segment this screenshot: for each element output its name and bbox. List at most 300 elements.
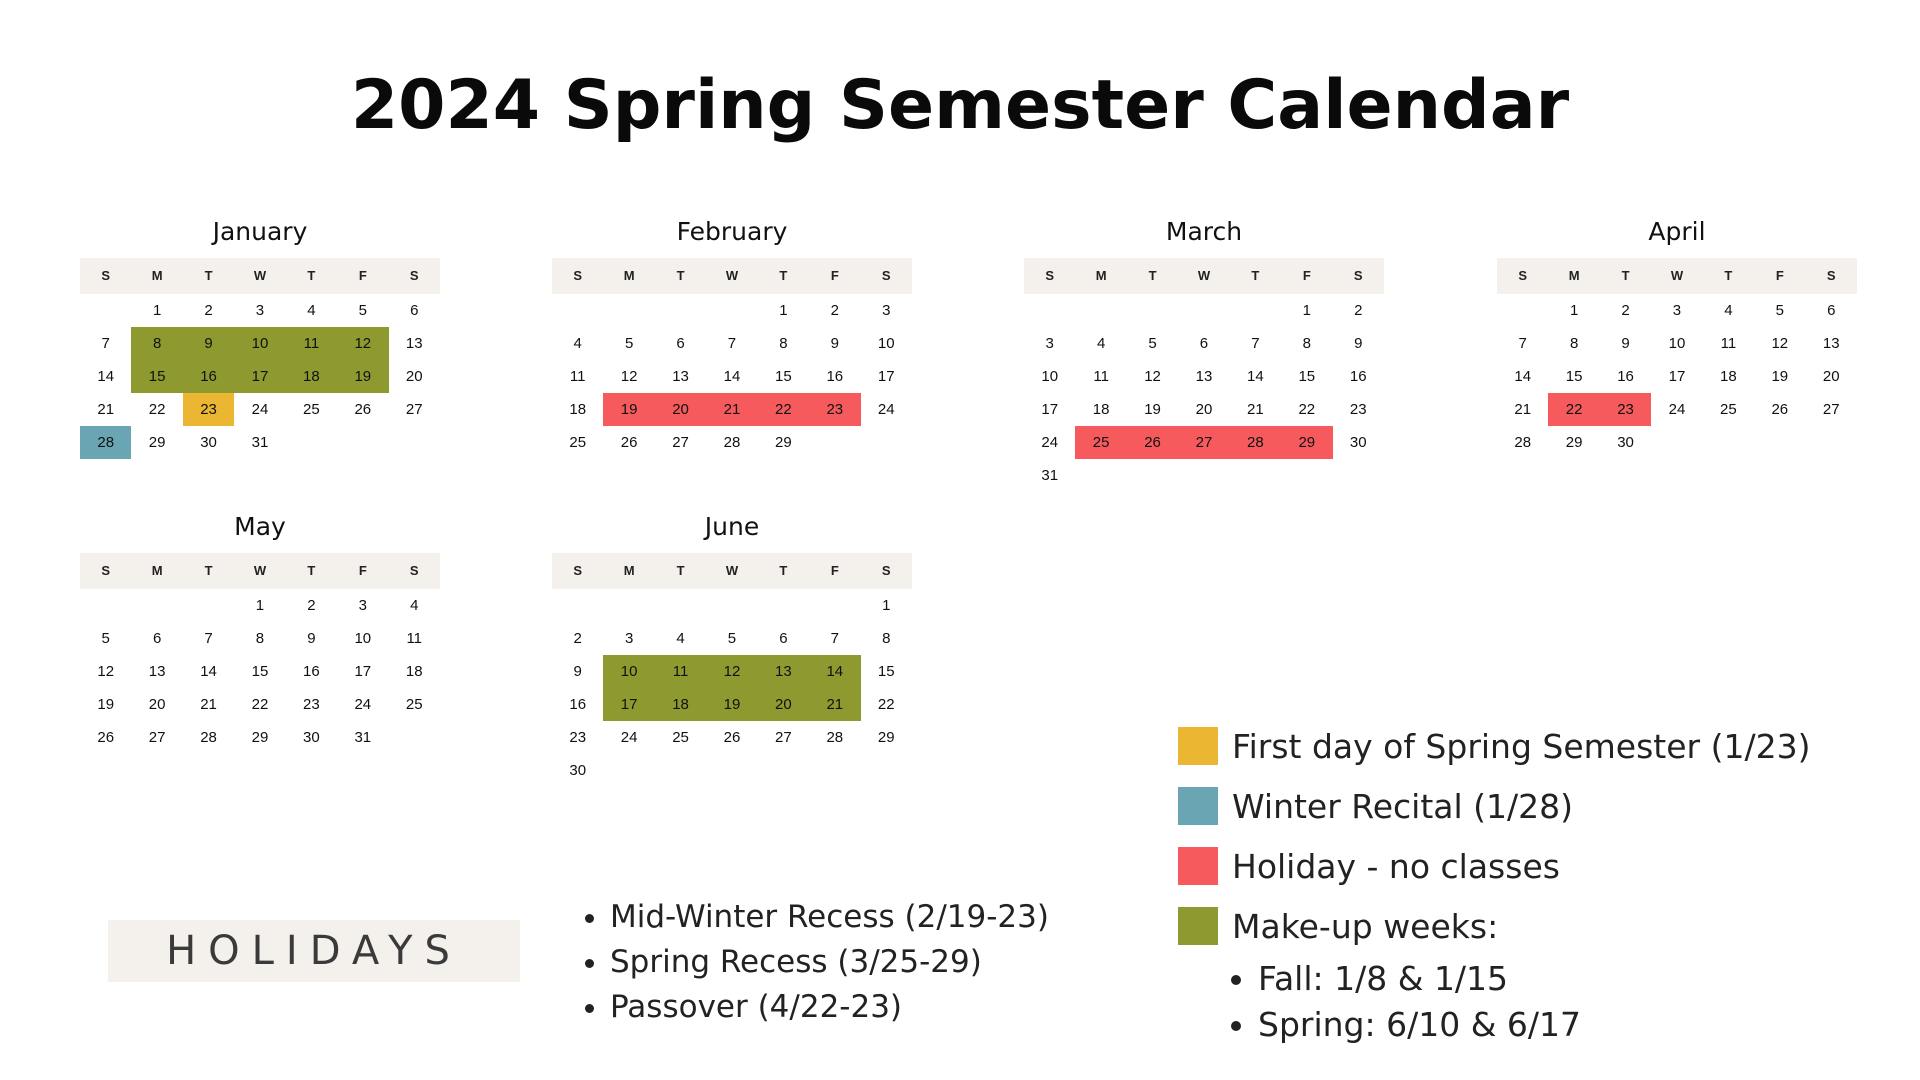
day-cell: 3 bbox=[358, 597, 367, 614]
day-cell: 9 bbox=[1354, 335, 1363, 352]
weekday-header: T bbox=[204, 268, 213, 283]
weekday-header: T bbox=[1621, 268, 1630, 283]
day-cell: 15 bbox=[251, 663, 269, 680]
day-cell: 15 bbox=[131, 360, 182, 393]
day-cell: 15 bbox=[1565, 368, 1583, 385]
day-cell: 29 bbox=[775, 434, 792, 451]
day-cell: 18 bbox=[405, 663, 423, 680]
weekday-header: T bbox=[676, 563, 685, 578]
day-cell: 21 bbox=[809, 688, 860, 721]
day-cell: 28 bbox=[723, 434, 741, 451]
day-cell: 26 bbox=[1127, 426, 1178, 459]
weekday-header: F bbox=[358, 563, 367, 578]
day-cell: 15 bbox=[877, 663, 895, 680]
day-cell: 13 bbox=[1822, 335, 1840, 352]
day-cell: 9 bbox=[1621, 335, 1630, 352]
day-cell: 17 bbox=[1668, 368, 1686, 385]
day-cell: 5 bbox=[624, 335, 634, 352]
day-cell: 24 bbox=[251, 401, 269, 418]
empty-cell bbox=[861, 426, 912, 459]
day-cell: 27 bbox=[775, 729, 792, 746]
day-cell: 29 bbox=[148, 434, 166, 451]
day-cell: 6 bbox=[410, 302, 419, 319]
empty-cell bbox=[552, 294, 603, 327]
day-cell: 25 bbox=[1720, 401, 1737, 418]
week-row bbox=[1497, 327, 1857, 360]
weekday-header: S bbox=[881, 268, 891, 283]
day-cell: 25 bbox=[569, 434, 587, 451]
day-cell: 11 bbox=[1093, 368, 1109, 385]
day-cell: 5 bbox=[1148, 335, 1157, 352]
empty-cell bbox=[1230, 294, 1281, 327]
day-cell: 12 bbox=[706, 655, 757, 688]
day-cell: 1 bbox=[779, 302, 788, 319]
week-row bbox=[80, 589, 440, 622]
legend-item-holiday bbox=[1178, 836, 1810, 896]
week-row bbox=[1024, 393, 1384, 426]
day-cell: 31 bbox=[251, 434, 269, 451]
day-cell: 9 bbox=[573, 663, 582, 680]
weekday-header: F bbox=[830, 268, 839, 283]
day-cell: 14 bbox=[1247, 368, 1264, 385]
empty-cell bbox=[80, 294, 131, 327]
empty-cell bbox=[337, 426, 388, 459]
day-cell: 5 bbox=[1775, 302, 1784, 319]
day-cell: 29 bbox=[1281, 426, 1332, 459]
empty-cell bbox=[131, 589, 182, 622]
weekday-header: M bbox=[151, 563, 163, 578]
day-cell: 7 bbox=[727, 335, 737, 352]
week-row bbox=[1024, 327, 1384, 360]
day-cell: 10 bbox=[603, 655, 654, 688]
weekday-header: W bbox=[1197, 268, 1211, 283]
empty-cell bbox=[758, 589, 809, 622]
holidays-heading: HOLIDAYS bbox=[108, 920, 520, 982]
weekday-header: M bbox=[1568, 268, 1580, 283]
day-cell: 25 bbox=[672, 729, 689, 746]
day-cell: 25 bbox=[405, 696, 423, 713]
makeup-swatch bbox=[1178, 907, 1218, 945]
empty-cell bbox=[389, 426, 440, 459]
day-cell: 24 bbox=[620, 729, 638, 746]
weekday-header-row bbox=[80, 258, 440, 294]
empty-cell bbox=[1075, 459, 1126, 492]
weekday-header: F bbox=[830, 563, 839, 578]
day-cell: 28 bbox=[1230, 426, 1281, 459]
month-may bbox=[80, 509, 440, 754]
legend-item-makeup bbox=[1178, 896, 1810, 956]
day-cell: 10 bbox=[1041, 368, 1059, 385]
month-name: June bbox=[704, 512, 760, 541]
empty-cell bbox=[706, 294, 757, 327]
day-cell: 24 bbox=[354, 696, 372, 713]
day-cell: 17 bbox=[354, 663, 372, 680]
empty-cell bbox=[1127, 459, 1178, 492]
weekday-header: T bbox=[1148, 268, 1157, 283]
day-cell: 26 bbox=[723, 729, 741, 746]
empty-cell bbox=[603, 294, 654, 327]
empty-cell bbox=[389, 721, 440, 754]
day-cell: 14 bbox=[97, 368, 115, 385]
weekday-header: S bbox=[573, 268, 583, 283]
day-cell: 23 bbox=[303, 696, 320, 713]
week-row bbox=[80, 393, 440, 426]
weekday-header: S bbox=[1045, 268, 1055, 283]
day-cell: 21 bbox=[1514, 401, 1532, 418]
day-cell: 4 bbox=[1724, 302, 1733, 319]
day-cell: 1 bbox=[882, 597, 891, 614]
day-cell: 20 bbox=[148, 696, 166, 713]
week-row bbox=[552, 393, 912, 426]
day-cell: 8 bbox=[131, 327, 182, 360]
day-cell: 7 bbox=[204, 630, 213, 647]
weekday-header-row bbox=[80, 553, 440, 589]
day-cell: 20 bbox=[1822, 368, 1840, 385]
month-name: April bbox=[1648, 217, 1706, 246]
day-cell: 23 bbox=[183, 393, 234, 426]
day-cell: 30 bbox=[1349, 434, 1367, 451]
day-cell: 18 bbox=[655, 688, 706, 721]
day-cell: 8 bbox=[779, 335, 788, 352]
empty-cell bbox=[1127, 294, 1178, 327]
day-cell: 14 bbox=[1514, 368, 1532, 385]
holiday-list bbox=[588, 895, 1049, 1030]
day-cell: 18 bbox=[1092, 401, 1110, 418]
day-cell: 26 bbox=[354, 401, 372, 418]
week-row bbox=[80, 655, 440, 688]
day-cell: 12 bbox=[1144, 368, 1161, 385]
empty-cell bbox=[655, 294, 706, 327]
day-cell: 21 bbox=[200, 696, 217, 713]
day-cell: 18 bbox=[569, 401, 587, 418]
legend-label: Winter Recital (1/28) bbox=[1232, 786, 1574, 826]
day-cell: 13 bbox=[405, 335, 423, 352]
day-cell: 4 bbox=[1096, 335, 1106, 352]
makeup-week-list bbox=[1178, 956, 1810, 1048]
week-row bbox=[552, 589, 912, 622]
day-cell: 2 bbox=[1354, 302, 1363, 319]
empty-cell bbox=[1281, 459, 1332, 492]
page-title: 2024 Spring Semester Calendar bbox=[350, 66, 1570, 145]
day-cell: 20 bbox=[758, 688, 809, 721]
weekday-header: M bbox=[623, 563, 635, 578]
day-cell: 6 bbox=[676, 335, 685, 352]
day-cell: 4 bbox=[573, 335, 582, 352]
day-cell: 4 bbox=[410, 597, 419, 614]
legend-item-first-day bbox=[1178, 716, 1810, 776]
weekday-header: F bbox=[1302, 268, 1311, 283]
day-cell: 12 bbox=[97, 663, 115, 680]
day-cell: 14 bbox=[723, 368, 741, 385]
weekday-header: M bbox=[1095, 268, 1107, 283]
day-cell: 21 bbox=[97, 401, 115, 418]
weekday-header: S bbox=[573, 563, 583, 578]
day-cell: 27 bbox=[672, 434, 689, 451]
day-cell: 10 bbox=[1668, 335, 1686, 352]
day-cell: 17 bbox=[877, 368, 895, 385]
day-cell: 17 bbox=[603, 688, 654, 721]
day-cell: 27 bbox=[405, 401, 423, 418]
weekday-header: S bbox=[1518, 268, 1528, 283]
day-cell: 15 bbox=[775, 368, 792, 385]
day-cell: 19 bbox=[97, 696, 115, 713]
day-cell: 9 bbox=[830, 335, 839, 352]
weekday-header: W bbox=[725, 563, 739, 578]
weekday-header: S bbox=[881, 563, 891, 578]
week-row bbox=[1024, 360, 1384, 393]
day-cell: 7 bbox=[1251, 335, 1260, 352]
empty-cell bbox=[1754, 426, 1805, 459]
day-cell: 11 bbox=[1720, 335, 1737, 352]
day-cell: 20 bbox=[1195, 401, 1213, 418]
day-cell: 13 bbox=[1195, 368, 1213, 385]
week-row bbox=[1024, 459, 1384, 492]
day-cell: 29 bbox=[877, 729, 895, 746]
week-row bbox=[552, 721, 912, 754]
day-cell: 30 bbox=[303, 729, 320, 746]
day-cell: 24 bbox=[1041, 434, 1059, 451]
makeup-week-item: • Fall: 1/8 & 1/15 bbox=[1258, 956, 1810, 1002]
empty-cell bbox=[1651, 426, 1702, 459]
day-cell: 10 bbox=[234, 327, 285, 360]
weekday-header: W bbox=[725, 268, 739, 283]
empty-cell bbox=[552, 589, 603, 622]
day-cell: 16 bbox=[183, 360, 234, 393]
day-cell: 31 bbox=[1041, 467, 1059, 484]
day-cell: 2 bbox=[830, 302, 839, 319]
day-cell: 22 bbox=[251, 696, 269, 713]
weekday-header-row bbox=[1497, 258, 1857, 294]
weekday-header: T bbox=[779, 563, 788, 578]
day-cell: 2 bbox=[573, 630, 582, 647]
day-cell: 26 bbox=[97, 729, 115, 746]
day-cell: 13 bbox=[758, 655, 809, 688]
day-cell: 1 bbox=[255, 597, 265, 614]
day-cell: 8 bbox=[882, 630, 891, 647]
weekday-header: M bbox=[151, 268, 163, 283]
month-june bbox=[552, 509, 912, 787]
holiday-swatch bbox=[1178, 847, 1218, 885]
day-cell: 8 bbox=[1569, 335, 1579, 352]
day-cell: 11 bbox=[286, 327, 337, 360]
empty-cell bbox=[603, 754, 654, 787]
weekday-header: T bbox=[779, 268, 788, 283]
makeup-week-item: • Spring: 6/10 & 6/17 bbox=[1258, 1002, 1810, 1048]
day-cell: 10 bbox=[354, 630, 372, 647]
day-cell: 1 bbox=[1569, 302, 1579, 319]
weekday-header: S bbox=[101, 268, 111, 283]
day-cell: 6 bbox=[152, 630, 162, 647]
empty-cell bbox=[286, 426, 337, 459]
day-cell: 11 bbox=[569, 368, 586, 385]
weekday-header: W bbox=[1670, 268, 1684, 283]
week-row bbox=[552, 360, 912, 393]
weekday-header-row bbox=[552, 553, 912, 589]
day-cell: 1 bbox=[152, 302, 162, 319]
month-february bbox=[552, 214, 912, 459]
weekday-header: S bbox=[409, 268, 419, 283]
day-cell: 5 bbox=[358, 302, 367, 319]
legend-item-recital bbox=[1178, 776, 1810, 836]
day-cell: 29 bbox=[1565, 434, 1583, 451]
holiday-item: • Passover (4/22-23) bbox=[610, 985, 1049, 1030]
weekday-header: T bbox=[1251, 268, 1260, 283]
week-row bbox=[80, 327, 440, 360]
day-cell: 12 bbox=[1771, 335, 1789, 352]
weekday-header: T bbox=[204, 563, 213, 578]
recital-swatch bbox=[1178, 787, 1218, 825]
day-cell: 17 bbox=[1041, 401, 1059, 418]
day-cell: 27 bbox=[148, 729, 166, 746]
legend bbox=[1178, 716, 1810, 1048]
day-cell: 19 bbox=[706, 688, 757, 721]
first-day-swatch bbox=[1178, 727, 1218, 765]
month-name: January bbox=[212, 217, 308, 246]
empty-cell bbox=[861, 754, 912, 787]
day-cell: 3 bbox=[1672, 302, 1682, 319]
day-cell: 22 bbox=[758, 393, 809, 426]
day-cell: 22 bbox=[1548, 393, 1599, 426]
day-cell: 8 bbox=[255, 630, 265, 647]
day-cell: 2 bbox=[1621, 302, 1630, 319]
day-cell: 15 bbox=[1298, 368, 1316, 385]
empty-cell bbox=[80, 589, 131, 622]
day-cell: 22 bbox=[148, 401, 166, 418]
empty-cell bbox=[1024, 294, 1075, 327]
day-cell: 16 bbox=[1349, 368, 1367, 385]
week-row bbox=[80, 688, 440, 721]
week-row bbox=[80, 294, 440, 327]
week-row bbox=[80, 426, 440, 459]
empty-cell bbox=[809, 754, 860, 787]
weekday-header: T bbox=[307, 563, 316, 578]
month-name: March bbox=[1165, 217, 1243, 246]
day-cell: 22 bbox=[877, 696, 895, 713]
day-cell: 19 bbox=[1771, 368, 1789, 385]
day-cell: 14 bbox=[809, 655, 860, 688]
day-cell: 24 bbox=[1668, 401, 1686, 418]
day-cell: 6 bbox=[779, 630, 788, 647]
week-row bbox=[552, 688, 912, 721]
week-row bbox=[552, 655, 912, 688]
empty-cell bbox=[655, 754, 706, 787]
day-cell: 23 bbox=[809, 393, 860, 426]
week-row bbox=[1024, 294, 1384, 327]
day-cell: 30 bbox=[1617, 434, 1634, 451]
weekday-header: S bbox=[1826, 268, 1836, 283]
empty-cell bbox=[1333, 459, 1384, 492]
day-cell: 7 bbox=[830, 630, 839, 647]
weekday-header-row bbox=[1024, 258, 1384, 294]
day-cell: 16 bbox=[1617, 368, 1634, 385]
week-row bbox=[1497, 393, 1857, 426]
weekday-header: W bbox=[253, 268, 267, 283]
weekday-header: M bbox=[623, 268, 635, 283]
week-row bbox=[552, 327, 912, 360]
month-january bbox=[80, 214, 440, 459]
day-cell: 20 bbox=[405, 368, 423, 385]
day-cell: 12 bbox=[620, 368, 638, 385]
day-cell: 14 bbox=[200, 663, 217, 680]
day-cell: 28 bbox=[80, 426, 131, 459]
day-cell: 1 bbox=[1302, 302, 1311, 319]
day-cell: 6 bbox=[1827, 302, 1836, 319]
day-cell: 26 bbox=[620, 434, 638, 451]
empty-cell bbox=[706, 589, 757, 622]
day-cell: 13 bbox=[148, 663, 166, 680]
day-cell: 9 bbox=[307, 630, 316, 647]
month-name: May bbox=[234, 512, 286, 541]
week-row bbox=[552, 294, 912, 327]
empty-cell bbox=[1178, 459, 1229, 492]
weekday-header: S bbox=[1353, 268, 1363, 283]
day-cell: 29 bbox=[251, 729, 269, 746]
day-cell: 4 bbox=[307, 302, 316, 319]
empty-cell bbox=[809, 589, 860, 622]
empty-cell bbox=[1230, 459, 1281, 492]
day-cell: 23 bbox=[569, 729, 587, 746]
day-cell: 30 bbox=[569, 762, 587, 779]
day-cell: 28 bbox=[1514, 434, 1532, 451]
week-row bbox=[1497, 426, 1857, 459]
month-april bbox=[1497, 214, 1857, 459]
day-cell: 2 bbox=[307, 597, 316, 614]
week-row bbox=[552, 426, 912, 459]
day-cell: 12 bbox=[337, 327, 388, 360]
week-row bbox=[1497, 360, 1857, 393]
day-cell: 27 bbox=[1822, 401, 1840, 418]
month-name: February bbox=[676, 217, 788, 246]
day-cell: 3 bbox=[255, 302, 265, 319]
day-cell: 26 bbox=[1771, 401, 1789, 418]
week-row bbox=[552, 754, 912, 787]
empty-cell bbox=[183, 589, 234, 622]
day-cell: 30 bbox=[200, 434, 217, 451]
empty-cell bbox=[809, 426, 860, 459]
week-row bbox=[1497, 294, 1857, 327]
holiday-item: • Mid-Winter Recess (2/19-23) bbox=[610, 895, 1049, 940]
empty-cell bbox=[1703, 426, 1754, 459]
day-cell: 11 bbox=[406, 630, 423, 647]
day-cell: 19 bbox=[337, 360, 388, 393]
day-cell: 19 bbox=[1144, 401, 1161, 418]
day-cell: 23 bbox=[1349, 401, 1367, 418]
empty-cell bbox=[1497, 294, 1548, 327]
day-cell: 16 bbox=[826, 368, 844, 385]
day-cell: 9 bbox=[183, 327, 234, 360]
day-cell: 18 bbox=[1720, 368, 1737, 385]
day-cell: 2 bbox=[204, 302, 213, 319]
empty-cell bbox=[603, 589, 654, 622]
day-cell: 25 bbox=[303, 401, 320, 418]
day-cell: 11 bbox=[655, 655, 706, 688]
weekday-header: T bbox=[1724, 268, 1733, 283]
legend-label: First day of Spring Semester (1/23) bbox=[1232, 726, 1811, 766]
week-row bbox=[80, 360, 440, 393]
empty-cell bbox=[758, 754, 809, 787]
day-cell: 4 bbox=[676, 630, 685, 647]
weekday-header: W bbox=[253, 563, 267, 578]
day-cell: 18 bbox=[286, 360, 337, 393]
week-row bbox=[1024, 426, 1384, 459]
day-cell: 16 bbox=[569, 696, 587, 713]
day-cell: 21 bbox=[1247, 401, 1264, 418]
weekday-header: S bbox=[409, 563, 419, 578]
day-cell: 13 bbox=[672, 368, 689, 385]
empty-cell bbox=[1178, 294, 1229, 327]
day-cell: 10 bbox=[877, 335, 895, 352]
day-cell: 7 bbox=[1518, 335, 1527, 352]
